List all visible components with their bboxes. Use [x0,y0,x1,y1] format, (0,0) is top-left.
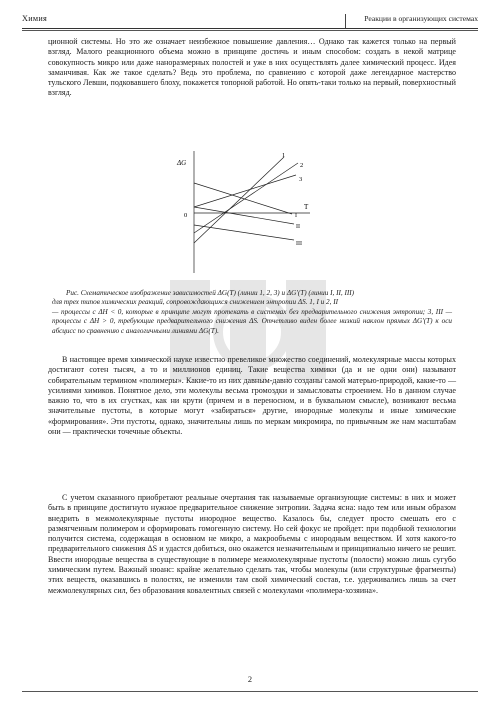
paragraph-organizing-systems [48,493,456,596]
header-rule-thin [22,30,478,31]
header-divider [345,14,346,28]
line-3 [194,175,296,207]
page-number: 2 [247,675,253,684]
y-axis-label: ΔG [177,159,187,167]
label-2: 2 [300,162,304,169]
paragraph-text: В настоящее время химической науке известно превеликое множество соединений, молекулярные массы которых достигают сотен тысяч, а то и миллионов единиц. Такие вещества химики (да и не одни они) называют собирательным термином «полимеры». Какие-то из них давным-давно созданы самой матерью-природой, какие-то — усилиями химиков. Понятное дело, эти молекулы весьма громоздки и замысловаты строением. Но в данном случае важно то, что в их сгустках, как ни крути (причем и в переносном, и в буквальном смысле), возникают весьма значительные пустоты, в которые могут «забираться» другие, инородные молекулы и иные химические «формирования». Эти пустоты, однако, значительны лишь по меркам микромира, по привычным же нам масштабам они — практически точечные объекты. [48,355,456,437]
paragraph-intro [48,37,456,99]
line-III [194,225,294,240]
paragraph-polymers [48,355,456,437]
paragraph-text: С учетом сказанного приобретают реальные очертания так называемые организующие системы: в них и может быть в принципе достигнуто нужное предварительное снижение энтропии. Задача ясна: надо тем или иным образом внедрить в межмолекулярные пустоты инородное вещество. Казалось бы, следует просто смешать его с размягченным полимером и сформировать гомогенную систему. Но сей фокус не пройдет: при подобной технологии получится система, содержащая в основном не микро, а макрообъемы с инородным веществом. И хотя какого-то предварительного снижения ΔS и удастся добиться, оно окажется незначительным и принципиально ничего не решит. Ввести инородные вещества в существующие в полимере межмолекулярные пустоты (полости) можно лишь сугубо химическим путем. Важный нюанс: крайне желательно сделать так, чтобы молекулы (или структурные фрагменты) этих веществ, оказавшись в полостях, не изменили там свой химический состав, т.е. удерживались лишь за счет межмолекулярных сил, без образования ковалентных связей с молекулами «полимера-хозяина». [48,493,456,595]
delta-g-figure [172,145,322,285]
running-header [22,12,478,26]
caption-line: — процессы с ΔH < 0, которые в принципе могут протекать в системах без предварительного снижения энтропии; 3, III — процессы с ΔH > 0, требующие предварительного снижения ΔS. Отчетливо виден более низкий наклон прямых ΔG'(T) к оси абсцисс по сравнению с аналогичными линиями ΔG(T). [52,307,452,335]
caption-line: для трех типов химических реакций, сопровождающихся снижением энтропии ΔS. 1, I и 2, II [52,298,338,307]
line-2 [194,163,298,233]
header-rule [22,28,478,29]
x-axis-label: T [304,203,309,211]
label-3: 3 [299,176,303,183]
footer-rule [22,691,478,692]
label-1: 1 [282,152,286,159]
origin-label: 0 [184,212,188,219]
label-II: II [296,224,300,230]
header-section-title: Химия [22,14,48,23]
label-I: I [295,213,297,219]
paragraph-text: ционной системы. Но это же означает неизбежное повышение давления… Однако так кажется только на первый взгляд. Малого реакционного объема можно в принципе достичь и иным способом: создать в некой матрице совокупность микро или даже наноразмерных полостей и уже в них осуществлять далее химический процесс. Идея заманчивая. Как же такое сделать? Ведь это проблема, по сравнению с которой даже легендарное мастерство тульского Левши, подковавшего блоху, покажется топорной работой. Но опять-таки только на первый, поверхностный взгляд. [48,37,456,98]
label-III: III [296,241,302,247]
header-chapter-title: Реакции в организующих системах [364,14,478,23]
line-1 [194,157,284,243]
caption-line: Рис. Схематическое изображение зависимостей ΔG(T) (линии 1, 2, 3) и ΔG'(T) (линии I, II, III) [66,289,355,297]
figure-caption [52,289,452,336]
